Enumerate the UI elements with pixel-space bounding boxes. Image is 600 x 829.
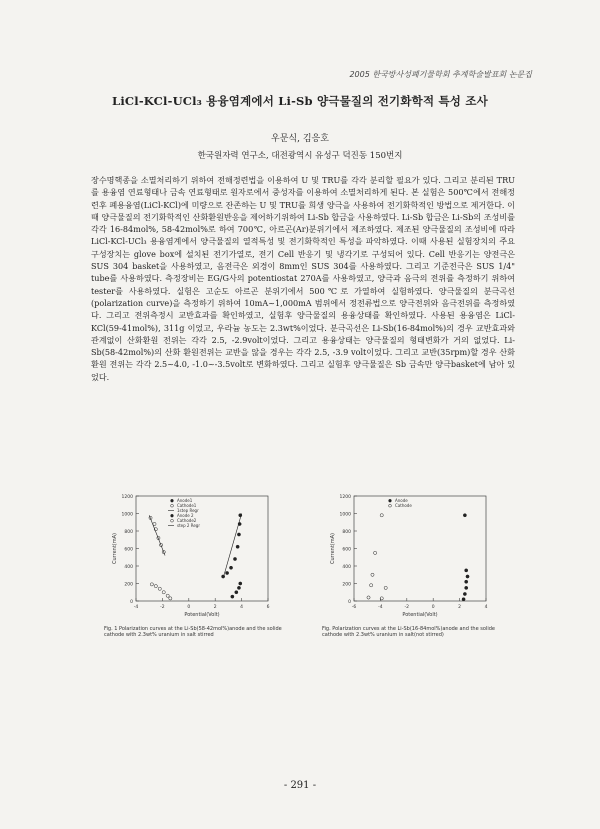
figure-1 [104,488,282,639]
paper-title: LiCl-KCl-UCl₃ 용융염계에서 Li-Sb 양극물질의 전기화학적 특성 조사 [112,94,488,108]
y-tick-label: 200 [342,582,351,588]
x-tick-label: -2 [404,605,410,610]
legend-marker [171,519,174,522]
data-point [465,580,468,583]
legend-label: Cathode2 [177,518,197,523]
legend-label: step 2 Regr [177,523,200,528]
abstract-body [91,174,515,383]
data-point [384,586,387,589]
legend-label: Anode1 [177,498,193,503]
figure-2 [322,488,495,639]
x-axis-label: Potential(Volt) [184,612,220,618]
y-tick-label: 400 [342,564,351,570]
x-axis-label: Potential(Volt) [402,612,438,618]
x-tick-label: 2 [213,605,217,610]
data-point [150,583,153,586]
y-tick-label: 1200 [121,494,133,500]
x-tick-label: 4 [240,605,244,610]
legend-label: Anode [395,498,408,503]
running-header: 2005 한국방사성폐기물학회 추계학술발표회 논문집 [349,70,532,79]
y-tick-label: 200 [124,582,133,588]
y-axis-label: Current(mA) [330,533,336,564]
legend-label: 1step Regr [177,508,199,513]
y-tick-label: 800 [124,529,133,535]
y-tick-label: 1000 [121,512,133,518]
regression-line [149,515,165,555]
legend-label: Cathode [395,503,412,508]
data-point [237,586,240,589]
data-point [463,592,466,595]
plot-frame [354,496,486,601]
data-point [367,596,370,599]
legend-marker [171,499,174,502]
data-point [169,597,172,600]
data-point [465,569,468,572]
x-tick-label: 4 [484,605,488,610]
data-point [153,522,156,525]
y-axis-label: Current(mA) [112,533,118,564]
x-tick-label: -6 [351,605,357,610]
data-point [233,557,236,560]
y-tick-label: 600 [124,547,133,553]
legend-label: Cathode1 [177,503,197,508]
figure-1-chart [106,488,276,623]
y-tick-label: 0 [348,599,351,605]
data-point [239,514,242,517]
data-point [231,595,234,598]
data-point [238,522,241,525]
abstract-paragraph: 장수명핵종을 소멸처리하기 위하여 전해정련법을 이용하여 U 및 TRU를 각각 분리할 필요가 있다. 그리고 분리된 TRU를 용융염 연료형태나 금속 연료형태로 원자로에서 중성자를 이용하여 소멸처리하게 된다. 본 실험은 500℃에서 전해정련후 폐용융염(LiCl-KCl)에 미량으로 잔존하는 U 및 TRU를 희생 양극을 사용하여 전기화학적인 방법으로 제거한다. 이때 양극물질의 전기화학적인 산화환원반응을 제어하기위하여 Li-Sb 합금을 사용하였다. Li-Sb 합금은 Li-Sb의 조성비를 각각 16-84mol%, 58-42mol%로 하여 700℃, 아르곤(Ar)분위기에서 제조하였다. 제조된 양극물질의 조성비에 따라 LiCl-KCl-UCl₃ 용융염계에서 양극물질의 열적특성 및 전기화학적인 특성을 파악하였다. 이때 사용된 실험장치의 주요 구성장치는 glove box에 설치된 전기가열로, 전기 Cell 반응기 및 냉각기로 구성되어 있다. Cell 반응기는 양전극은 SUS 304 basket을 사용하였고, 음전극은 외경이 8mm인 SUS 304를 사용하였다. 그리고 기준전극은 SUS 1/4" tube를 사용하였다. 측정장비는 EG/G사의 potentiostat 270A를 사용하였고, 양극과 음극의 전위를 측정하기 위하여 tester를 사용하였다. 실험은 고순도 아르곤 분위기에서 500℃로 가열하여 실험하였다. 양극물질의 분극곡선(polarization curve)을 측정하기 위하여 10mA~1,000mA 범위에서 정전류법으로 양극전위와 음극전위를 측정하였다. 그리고 전위측정시 교반효과를 확인하였고, 실험후 양극물질의 용융상태를 확인하였다. 사용된 용융염은 LiCl-KCl(59-41mol%), 311g 이었고, 우라늄 농도는 2.3wt%이었다. 분극곡선은 Li-Sb(16-84mol%)의 경우 교반효과와 관계없이 산화환원 전위는 각각 2.5, -2.9volt이었다. 그리고 용융상태는 양극물질의 형태변화가 거의 없었다. Li-Sb(58-42mol%)의 산화 환원전위는 교반을 않을 경우는 각각 2.5, -3.9 volt이었다. 그리고 교반(35rpm)할 경우 산화 환원 전위는 각각 2.5~4.0, -1.0~-3.5volt로 변화하였다. 그리고 실험후 양극물질은 Sb 금속만 양극basket에 남아 있었다. [91,175,515,382]
y-tick-label: 1200 [339,494,351,500]
data-point [239,582,242,585]
y-tick-label: 400 [124,564,133,570]
data-point [222,575,225,578]
figure-2-caption: Fig. Polarization curves at the Li-Sb(16-84mol%)anode and the solide cathode with 2.3wt% uranium in salt(not stirred) [322,626,495,639]
y-tick-label: 600 [342,547,351,553]
plot-frame [136,496,268,601]
legend-marker [389,504,392,507]
y-tick-label: 1000 [339,512,351,518]
x-tick-label: 2 [458,605,462,610]
data-point [225,571,228,574]
data-point [465,586,468,589]
x-tick-label: -4 [378,605,383,610]
figure-1-caption: Fig. 1 Polarization curves at the Li-Sb(58-42mol%)anode and the solide cathode with 2.3wt% uranium in salt stirred [104,626,282,639]
data-point [235,591,238,594]
legend-marker [171,514,174,517]
x-tick-label: 6 [266,605,270,610]
x-tick-label: 0 [431,605,435,610]
data-point [158,587,161,590]
data-point [236,545,239,548]
data-point [466,575,469,578]
x-tick-label: -4 [133,605,139,610]
x-tick-label: 0 [187,605,191,610]
legend-marker [171,504,174,507]
data-point [462,598,465,601]
legend-label: Anode 2 [177,513,194,518]
x-tick-label: -2 [160,605,165,610]
data-point [380,514,383,517]
data-point [374,551,377,554]
authors: 우문식, 김응호 [271,134,329,144]
figures [106,488,526,663]
legend-marker [389,499,392,502]
data-point [237,533,240,536]
figure-2-chart [324,488,494,623]
data-point [463,514,466,517]
data-point [162,591,165,594]
y-tick-label: 0 [130,599,133,605]
y-tick-label: 800 [342,529,351,535]
data-point [371,573,374,576]
affiliation: 한국원자력 연구소, 대전광역시 유성구 덕진동 150번지 [197,151,403,161]
page-number: - 291 - [283,780,317,791]
data-point [229,566,232,569]
data-point [370,584,373,587]
data-point [154,585,157,588]
data-point [166,594,169,597]
